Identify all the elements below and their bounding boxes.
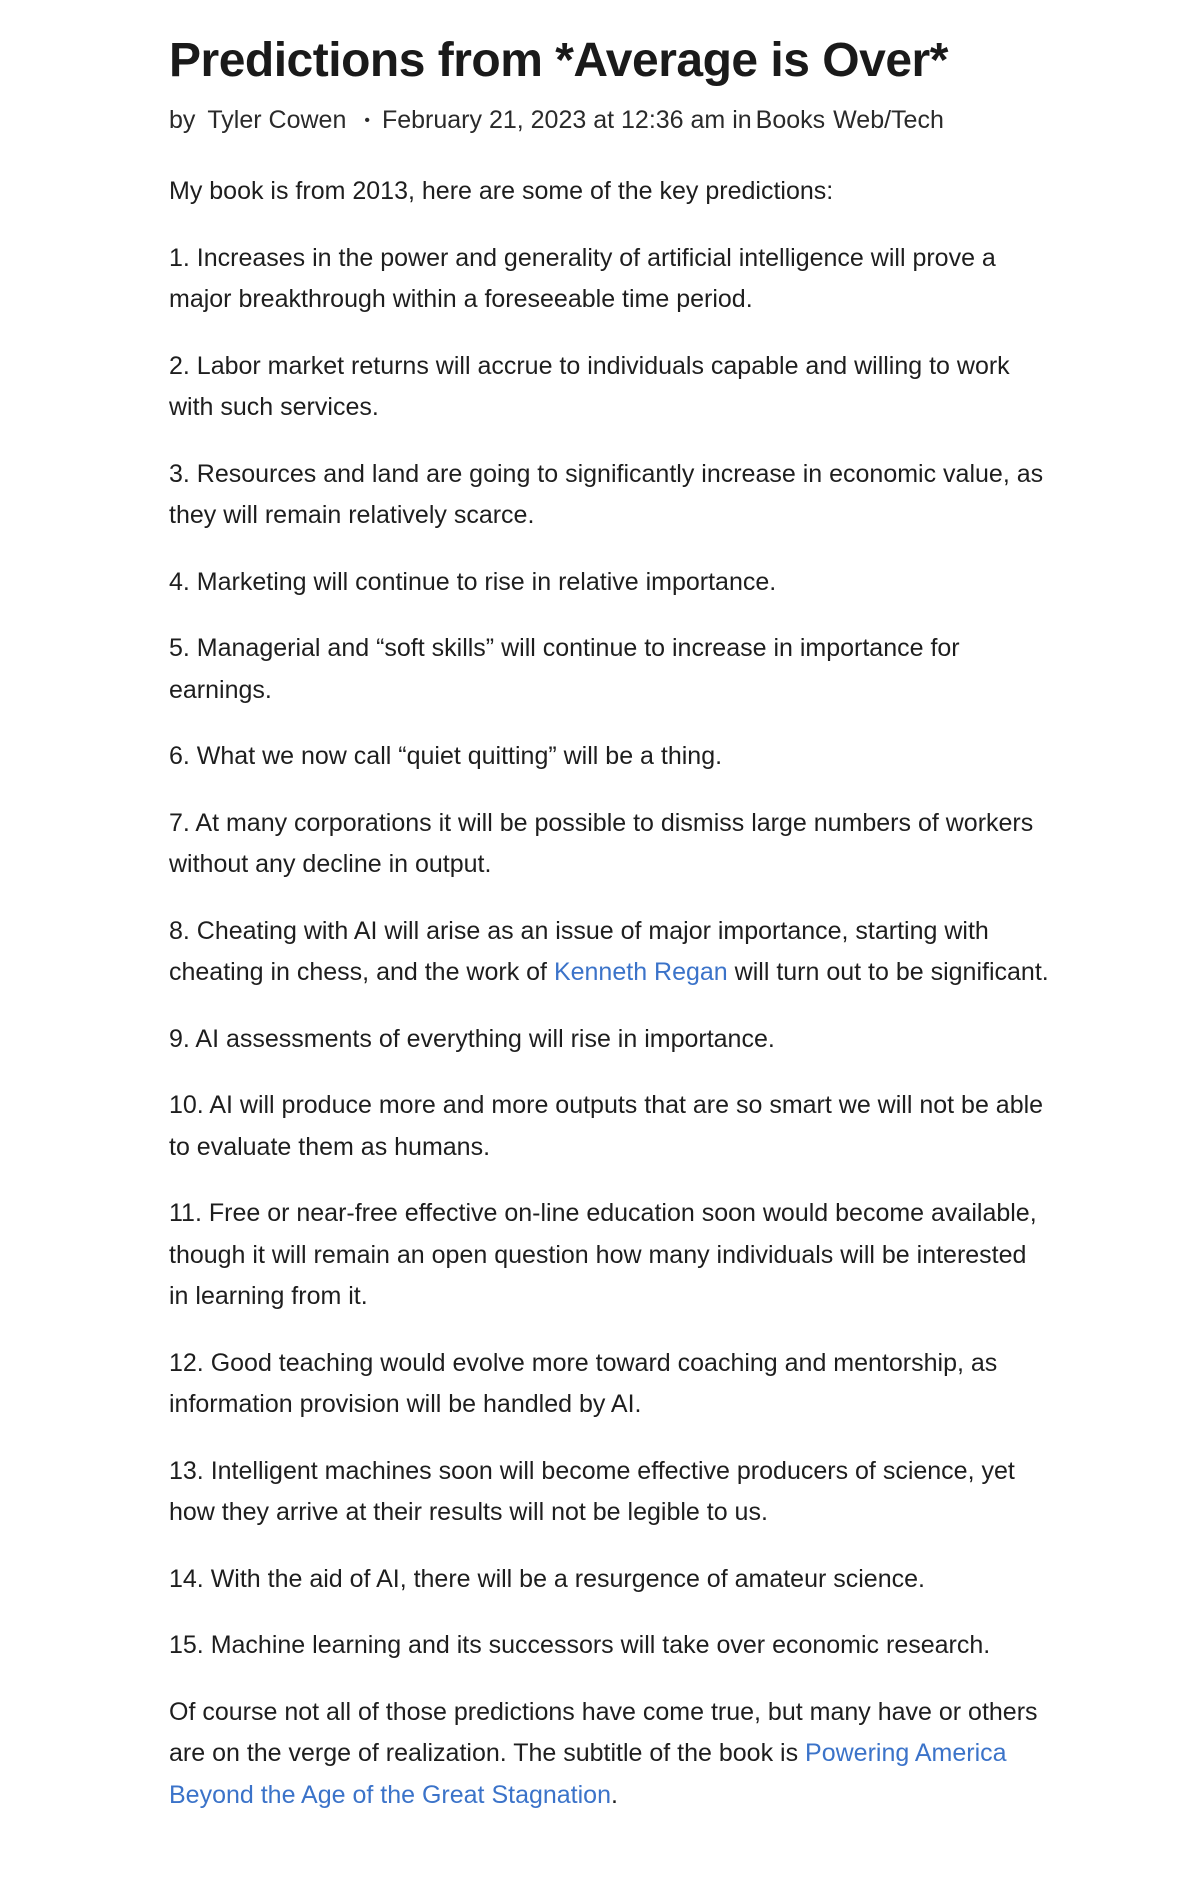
- prediction-item: 7. At many corporations it will be possible to dismiss large numbers of workers without any decline in output.: [169, 808, 1034, 878]
- prediction-item: 11. Free or near-free effective on-line education soon would become available, though it will remain an open question how many individuals will be interested in learning from it.: [169, 1199, 1037, 1310]
- prediction-item: [169, 911, 1049, 994]
- prediction-item: 15. Machine learning and its successors will take over economic research.: [169, 1631, 991, 1659]
- article: [169, 0, 1049, 1841]
- prediction-item: 12. Good teaching would evolve more toward coaching and mentorship, as information provision will be handled by AI.: [169, 1348, 998, 1418]
- author-name: Tyler Cowen: [207, 106, 347, 134]
- prediction-item: 6. What we now call “quiet quitting” will be a thing.: [169, 742, 723, 770]
- prediction-text: 8. Cheating with AI will arise as an issue of major importance, starting with cheating in chess, and the work of: [169, 916, 989, 986]
- category-link-books[interactable]: Books: [755, 106, 826, 134]
- prediction-item: 14. With the aid of AI, there will be a resurgence of amateur science.: [169, 1564, 925, 1593]
- post-title: Predictions from *Average is Over*: [169, 34, 948, 87]
- book-subtitle-link[interactable]: Powering America Beyond the Age of the Great Stagnation: [169, 1739, 1007, 1809]
- prediction-item: 2. Labor market returns will accrue to individuals capable and willing to work with such services.: [169, 351, 1010, 421]
- post-content: [169, 171, 1049, 1816]
- prediction-item: 10. AI will produce more and more outputs that are so smart we will not be able to evaluate them as humans.: [169, 1091, 1044, 1161]
- prediction-item: 9. AI assessments of everything will rise in importance.: [169, 1024, 775, 1053]
- post-date: February 21, 2023 at 12:36 am in: [381, 106, 752, 134]
- kenneth-regan-link[interactable]: Kenneth Regan: [553, 958, 728, 986]
- prediction-item: 13. Intelligent machines soon will become effective producers of science, yet how they arrive at their results will not be legible to us.: [169, 1456, 1015, 1526]
- byline-separator: •: [364, 112, 370, 129]
- prediction-text: will turn out to be significant.: [727, 958, 1049, 986]
- closing-end: .: [611, 1780, 618, 1809]
- prediction-item: 5. Managerial and “soft skills” will continue to increase in importance for earnings.: [169, 634, 960, 704]
- byline: [169, 104, 1049, 137]
- intro-paragraph: My book is from 2013, here are some of the key predictions:: [169, 177, 834, 205]
- prediction-item: 3. Resources and land are going to significantly increase in economic value, as they will remain relatively scarce.: [169, 459, 1044, 529]
- closing-paragraph: [169, 1692, 1049, 1817]
- prediction-item: 1. Increases in the power and generality of artificial intelligence will prove a major breakthrough within a foreseeable time period.: [169, 243, 996, 313]
- byline-by-label: by: [169, 106, 196, 134]
- category-link-web-tech[interactable]: Web/Tech: [833, 106, 944, 134]
- prediction-item: 4. Marketing will continue to rise in relative importance.: [169, 567, 777, 596]
- closing-text: Of course not all of those predictions have come true, but many have or others are on the verge of realization. The subtitle of the book is: [169, 1697, 1038, 1767]
